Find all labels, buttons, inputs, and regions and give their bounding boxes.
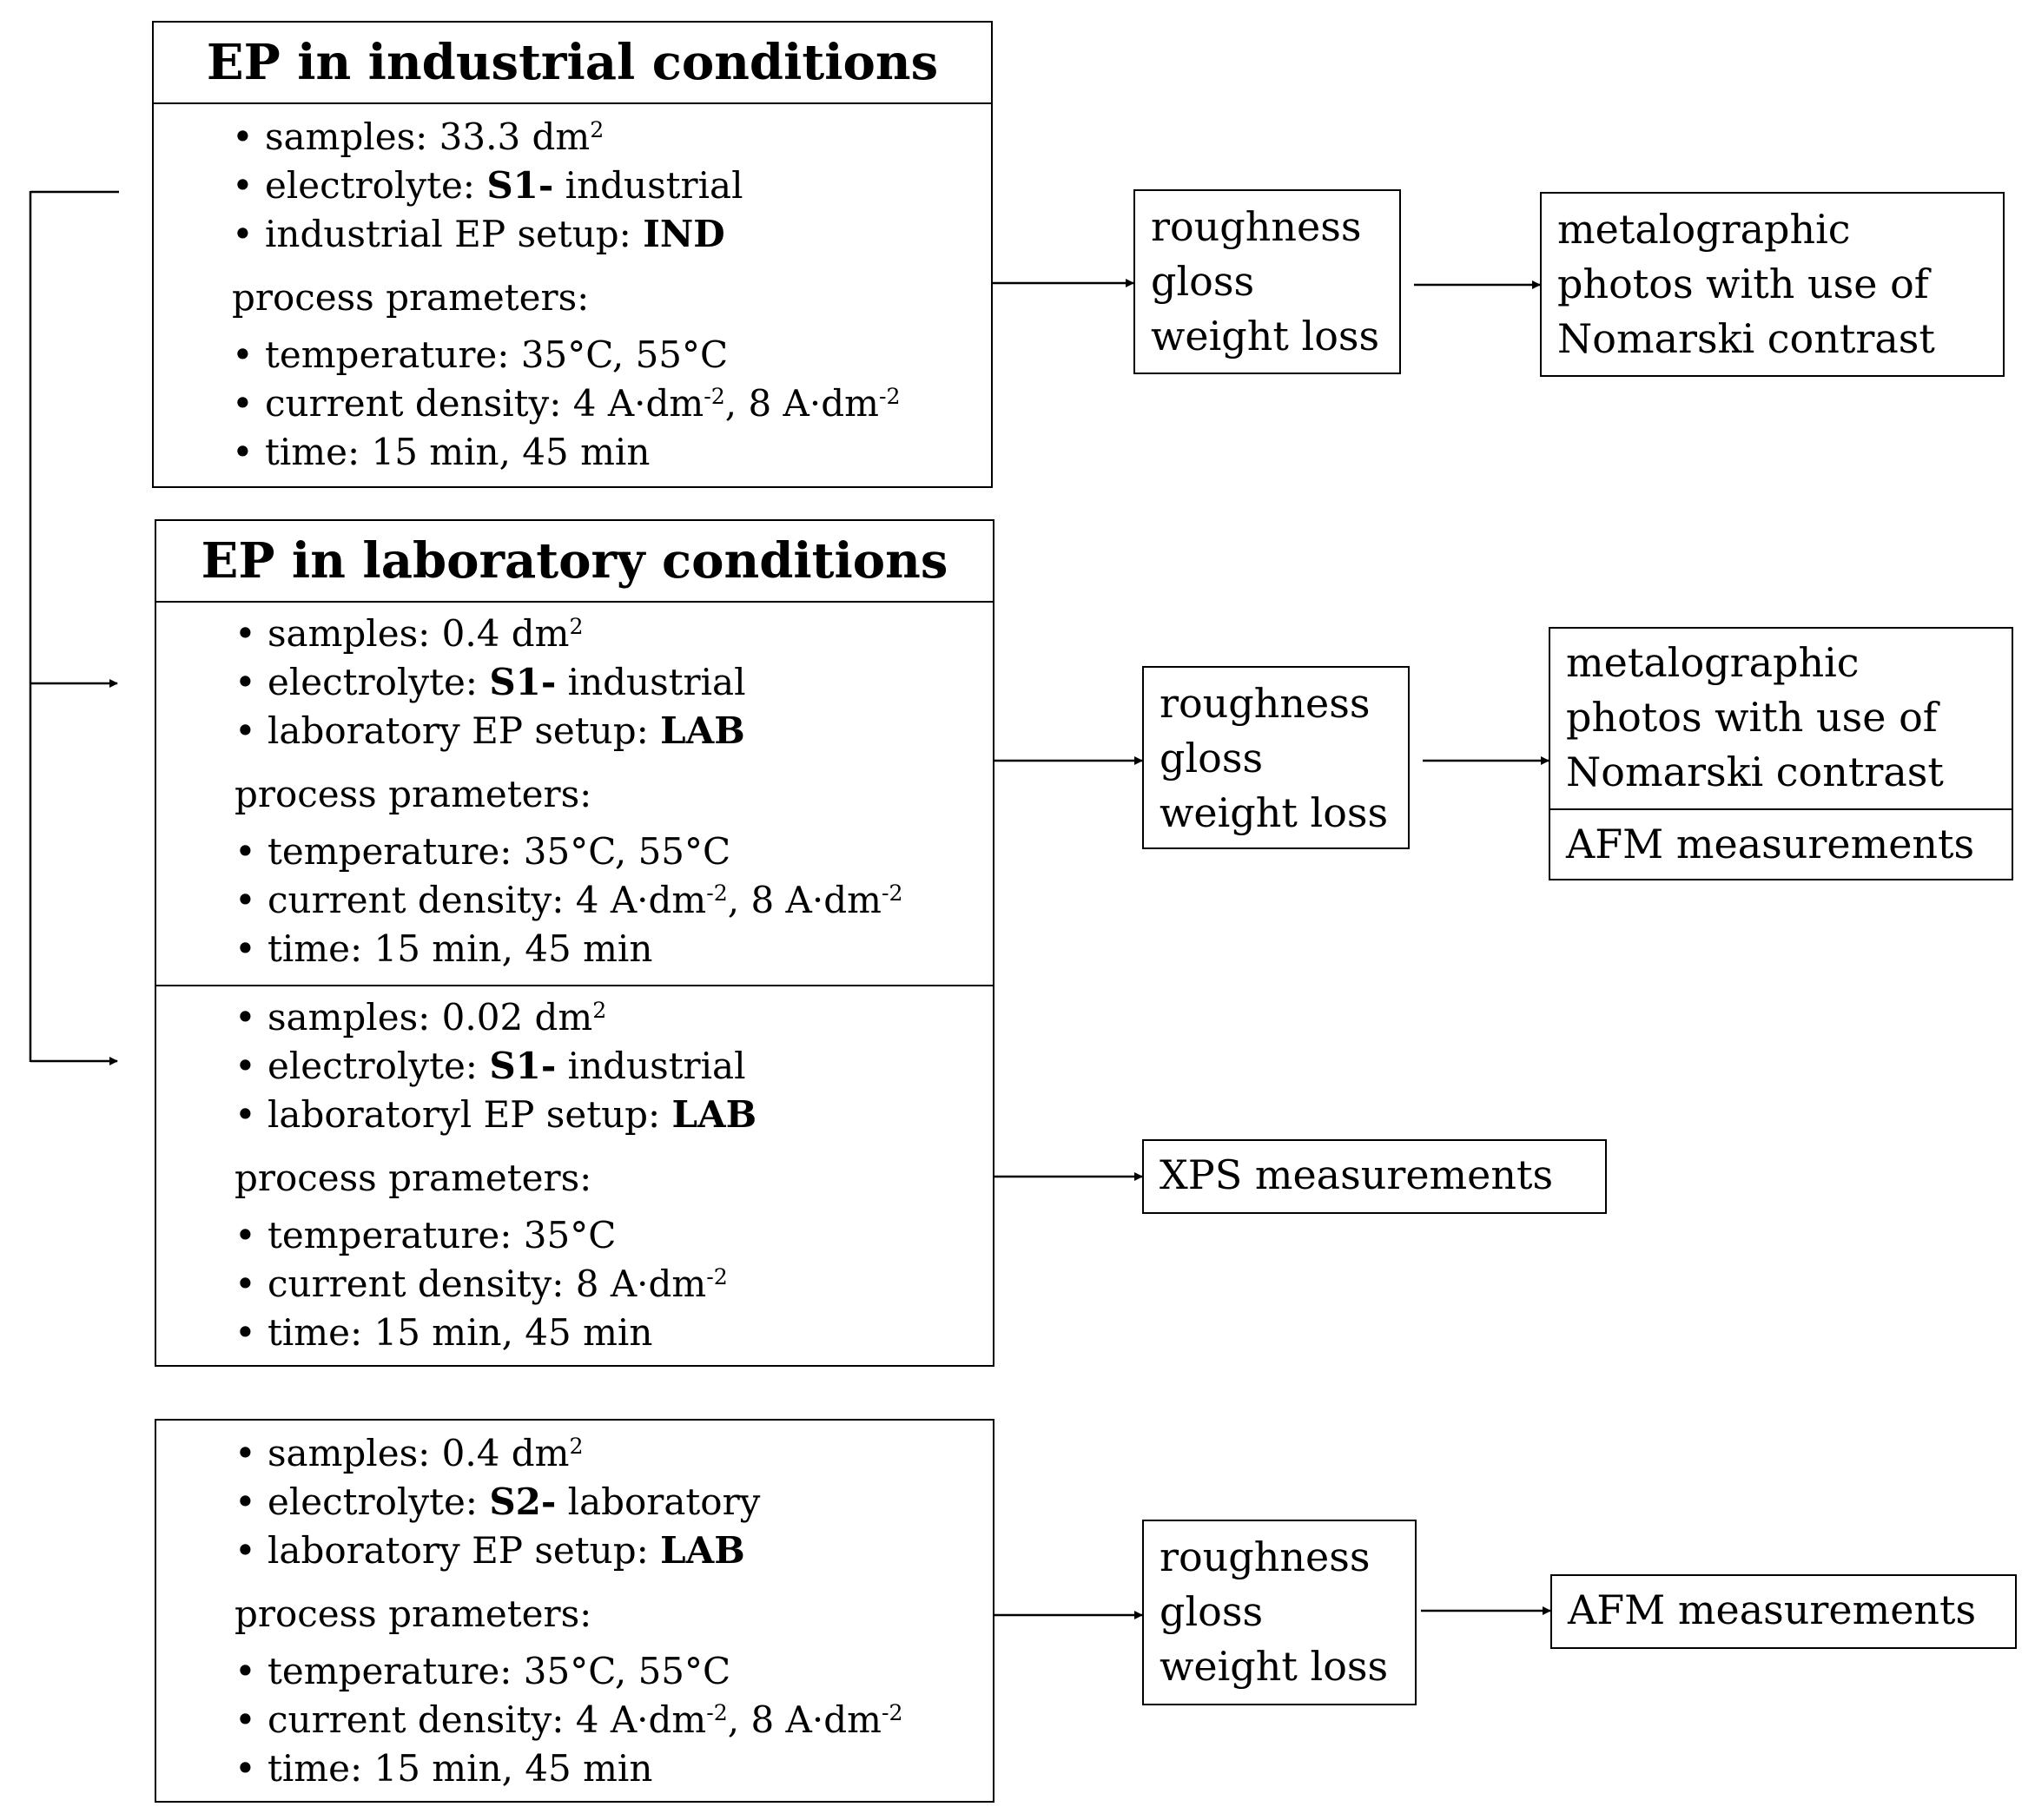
afm-section: [1550, 808, 2012, 879]
item-text: laboratory EP setup:: [268, 1529, 661, 1572]
industrial-conditions-box: [152, 21, 993, 488]
superscript: -2: [706, 1264, 728, 1290]
list-item: [235, 1309, 993, 1357]
s2-items-b: [235, 1647, 993, 1793]
superscript: -2: [881, 1700, 903, 1726]
metal-box-industrial: [1540, 192, 2005, 377]
list-item: [235, 1211, 993, 1260]
list-item: [235, 1429, 993, 1478]
item-text: time: 15 min, 45 min: [268, 1311, 653, 1354]
superscript: 2: [569, 614, 584, 640]
list-item: [235, 1478, 993, 1527]
industrial-items-b: [232, 331, 991, 477]
item-text: samples: 33.3 dm: [265, 115, 591, 158]
superscript: -2: [704, 384, 725, 410]
bold-term: S2-: [489, 1480, 557, 1523]
list-item: [235, 1647, 993, 1696]
industrial-title: EP in industrial conditions: [154, 23, 991, 104]
item-text: , 8 A·dm: [727, 879, 882, 921]
item-text: time: 15 min, 45 min: [268, 1747, 653, 1790]
list-item: [235, 1527, 993, 1575]
bold-term: IND: [643, 213, 725, 255]
item-text: , 8 A·dm: [727, 1698, 882, 1741]
list-item: [232, 379, 991, 428]
rgw-weight-loss: weight loss: [1160, 789, 1389, 836]
rgw-roughness: roughness: [1160, 680, 1371, 727]
laboratory-section-1: [156, 603, 993, 985]
list-item: [235, 707, 993, 755]
afm-label: AFM measurements: [1568, 1586, 1977, 1633]
lab1-items-a: [235, 610, 993, 755]
s2-electrolyte-box: [155, 1419, 994, 1803]
item-text: laboratory EP setup:: [268, 709, 661, 752]
rgw-roughness: roughness: [1160, 1533, 1371, 1580]
s2-params-label: process prameters:: [235, 1592, 592, 1635]
list-item: [235, 828, 993, 876]
item-text: electrolyte:: [265, 164, 487, 207]
list-item: [235, 1260, 993, 1309]
lab2-params-label: process prameters:: [235, 1157, 592, 1199]
list-item: [232, 428, 991, 477]
item-text: temperature: 35°C, 55°C: [268, 830, 731, 873]
metal-line-3: Nomarski contrast: [1566, 748, 1944, 795]
industrial-params-label: process prameters:: [232, 276, 590, 319]
metal-line-2: photos with use of: [1566, 694, 1938, 741]
item-text: laboratoryl EP setup:: [268, 1093, 672, 1136]
bold-term: LAB: [660, 1529, 745, 1572]
rgw-box-s2: [1142, 1520, 1417, 1705]
lab2-items-a: [235, 993, 993, 1139]
list-item: [235, 1042, 993, 1091]
rgw-roughness: roughness: [1151, 203, 1362, 250]
item-text: samples: 0.4 dm: [268, 612, 570, 655]
rgw-box-lab: [1142, 666, 1410, 849]
s2-items-a: [235, 1429, 993, 1575]
list-item: [235, 876, 993, 925]
lab2-items-b: [235, 1211, 993, 1357]
item-text: current density: 4 A·dm: [265, 382, 704, 425]
list-item: [235, 1091, 993, 1139]
list-item: [232, 162, 991, 210]
list-item: [235, 610, 993, 658]
bold-term: LAB: [660, 709, 745, 752]
metal-line-1: metalographic: [1566, 639, 1860, 686]
item-text: current density: 4 A·dm: [268, 1698, 707, 1741]
metal-line-3: Nomarski contrast: [1557, 315, 1935, 362]
item-text: laboratory: [556, 1480, 761, 1523]
lab1-items-b: [235, 828, 993, 973]
item-text: time: 15 min, 45 min: [265, 431, 651, 473]
superscript: -2: [881, 880, 903, 907]
rgw-gloss: gloss: [1151, 258, 1255, 305]
superscript: -2: [706, 1700, 728, 1726]
list-item: [235, 1744, 993, 1793]
superscript: 2: [569, 1434, 584, 1460]
superscript: 2: [592, 998, 607, 1024]
laboratory-title: EP in laboratory conditions: [156, 521, 993, 603]
item-text: industrial: [556, 1045, 746, 1087]
superscript: -2: [878, 384, 901, 410]
laboratory-section-2: [156, 985, 993, 1367]
item-text: electrolyte:: [268, 1480, 490, 1523]
rgw-gloss: gloss: [1160, 1588, 1264, 1635]
rgw-gloss: gloss: [1160, 735, 1264, 781]
rgw-weight-loss: weight loss: [1151, 313, 1380, 359]
list-item: [235, 925, 993, 973]
list-item: [232, 331, 991, 379]
laboratory-conditions-box: [155, 519, 994, 1367]
item-text: industrial EP setup:: [265, 213, 644, 255]
metal-afm-box-lab: [1549, 627, 2013, 880]
metal-line-2: photos with use of: [1557, 260, 1929, 307]
list-item: [235, 993, 993, 1042]
superscript: -2: [706, 880, 728, 907]
rgw-box-industrial: [1133, 189, 1401, 374]
item-text: industrial: [553, 164, 743, 207]
xps-box: [1142, 1139, 1607, 1214]
bold-term: S1-: [489, 661, 557, 703]
superscript: 2: [590, 117, 605, 143]
afm-label: AFM measurements: [1566, 821, 1975, 867]
item-text: current density: 4 A·dm: [268, 879, 707, 921]
list-item: [235, 658, 993, 707]
item-text: current density: 8 A·dm: [268, 1263, 707, 1305]
item-text: industrial: [556, 661, 746, 703]
item-text: time: 15 min, 45 min: [268, 927, 653, 970]
afm-box-s2: [1550, 1574, 2017, 1649]
item-text: electrolyte:: [268, 661, 490, 703]
item-text: samples: 0.4 dm: [268, 1432, 570, 1474]
bold-term: S1-: [486, 164, 554, 207]
item-text: temperature: 35°C, 55°C: [268, 1650, 731, 1692]
item-text: temperature: 35°C, 55°C: [265, 333, 729, 376]
item-text: , 8 A·dm: [724, 382, 879, 425]
list-item: [232, 210, 991, 259]
list-item: [235, 1696, 993, 1744]
metal-line-1: metalographic: [1557, 206, 1851, 253]
item-text: electrolyte:: [268, 1045, 490, 1087]
xps-label: XPS measurements: [1160, 1151, 1554, 1198]
bold-term: S1-: [489, 1045, 557, 1087]
item-text: samples: 0.02 dm: [268, 996, 593, 1039]
lab1-params-label: process prameters:: [235, 773, 592, 815]
list-item: [232, 113, 991, 162]
industrial-items-a: [232, 113, 991, 259]
item-text: temperature: 35°C: [268, 1214, 617, 1256]
rgw-weight-loss: weight loss: [1160, 1643, 1389, 1690]
metal-section: [1550, 629, 2012, 808]
bold-term: LAB: [671, 1093, 757, 1136]
